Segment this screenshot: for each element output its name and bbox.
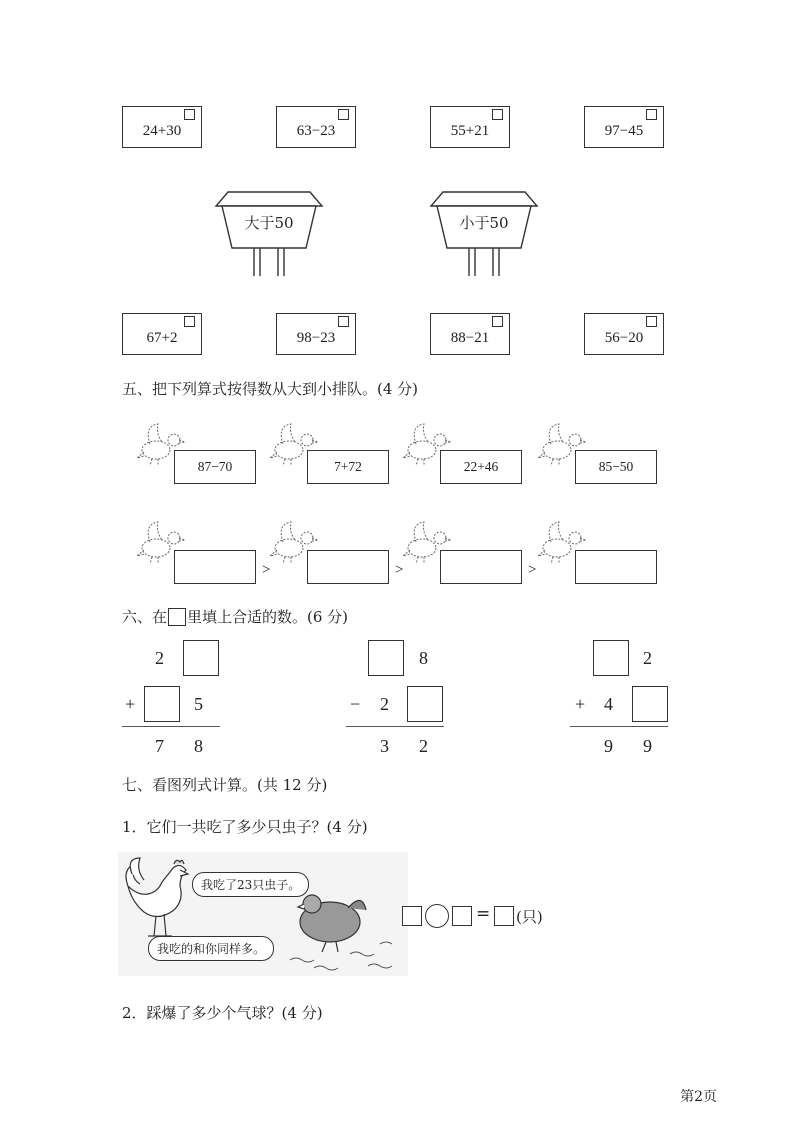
top-ones-digit: 8: [419, 648, 428, 668]
mailbox-label: 大于50: [244, 214, 294, 232]
mailbox-label: 小于50: [459, 214, 509, 232]
result-tens: 7: [155, 736, 164, 756]
expression-text: 22+46: [463, 459, 499, 474]
section-5-title: 五、把下列算式按得数从大到小排队。(4 分): [122, 380, 419, 398]
chicken-illustration: [118, 852, 408, 976]
top-ones-digit: 2: [643, 648, 652, 668]
equation-number-box[interactable]: [452, 906, 472, 926]
answer-checkbox[interactable]: [492, 109, 503, 120]
equation-number-box[interactable]: [402, 906, 422, 926]
bottom-tens-digit: 4: [604, 694, 613, 714]
answer-checkbox[interactable]: [338, 109, 349, 120]
card-expression: 63−23: [296, 123, 336, 139]
operator: +: [125, 694, 136, 714]
bottom-ones-digit: 5: [194, 694, 203, 714]
section-6-title: [122, 606, 348, 627]
letter-card: [276, 313, 356, 355]
card-expression: 24+30: [142, 123, 182, 139]
fill-in-box[interactable]: [144, 686, 180, 722]
top-tens-digit: 2: [155, 648, 164, 668]
result-tens: 9: [604, 736, 613, 756]
result-tens: 3: [380, 736, 389, 756]
result-ones: 9: [643, 736, 652, 756]
card-expression: 55+21: [450, 123, 490, 139]
result-ones: 2: [419, 736, 428, 756]
card-expression: 56−20: [604, 330, 644, 346]
answer-checkbox[interactable]: [646, 316, 657, 327]
order-answer-box[interactable]: [174, 550, 256, 584]
greater-than-sign: >: [528, 562, 537, 578]
fill-in-box[interactable]: [183, 640, 219, 676]
page-number: 第2页: [680, 1089, 717, 1105]
card-expression: 98−23: [296, 330, 336, 346]
order-answer-box[interactable]: [575, 550, 657, 584]
operator-circle[interactable]: [425, 904, 449, 928]
answer-checkbox[interactable]: [492, 316, 503, 327]
sum-line: [570, 726, 668, 727]
expression-text: 7+72: [334, 459, 362, 474]
letter-card: [122, 313, 202, 355]
difference-line: [346, 726, 444, 727]
letter-card: [430, 313, 510, 355]
answer-checkbox[interactable]: [184, 316, 195, 327]
operator: −: [350, 694, 361, 714]
card-expression: 97−45: [604, 123, 644, 139]
letter-card: [430, 106, 510, 148]
card-expression: 67+2: [146, 330, 178, 346]
answer-checkbox[interactable]: [184, 109, 195, 120]
inline-blank-box: [168, 608, 186, 626]
letter-card: [276, 106, 356, 148]
sum-line: [122, 726, 220, 727]
hen-speech-bubble: 我吃的和你同样多。: [148, 936, 274, 961]
fill-in-box[interactable]: [407, 686, 443, 722]
fill-in-box[interactable]: [368, 640, 404, 676]
bottom-tens-digit: 2: [380, 694, 389, 714]
question-1: 1．它们一共吃了多少只虫子？(4 分): [122, 818, 368, 836]
greater-than-sign: >: [262, 562, 271, 578]
section-6-title-pre: 六、在: [122, 608, 168, 626]
answer-checkbox[interactable]: [646, 109, 657, 120]
fill-in-box[interactable]: [632, 686, 668, 722]
rooster-speech-bubble: 我吃了23只虫子。: [192, 872, 309, 897]
question-2: 2．踩爆了多少个气球？(4 分): [122, 1004, 323, 1022]
equation-result-box[interactable]: [494, 906, 514, 926]
section-7-title: 七、看图列式计算。(共 12 分): [122, 776, 328, 794]
answer-checkbox[interactable]: [338, 316, 349, 327]
operator: +: [575, 694, 586, 714]
expression-box: [440, 450, 522, 484]
expression-box: [575, 450, 657, 484]
expression-text: 85−50: [598, 459, 634, 474]
mailbox-less-than-50: [429, 190, 539, 280]
section-6-title-post: 里填上合适的数。(6 分): [187, 608, 349, 626]
expression-text: 87−70: [197, 459, 233, 474]
greater-than-sign: >: [395, 562, 404, 578]
card-expression: 88−21: [450, 330, 490, 346]
letter-card: [122, 106, 202, 148]
unit-label: (只): [516, 908, 543, 926]
mailbox-icon: [214, 190, 324, 280]
letter-card: [584, 313, 664, 355]
mailbox-icon: [429, 190, 539, 280]
fill-in-box[interactable]: [593, 640, 629, 676]
order-answer-box[interactable]: [307, 550, 389, 584]
letter-card: [584, 106, 664, 148]
expression-box: [174, 450, 256, 484]
order-answer-box[interactable]: [440, 550, 522, 584]
equals-sign: =: [476, 904, 491, 924]
result-ones: 8: [194, 736, 203, 756]
mailbox-greater-than-50: [214, 190, 324, 280]
expression-box: [307, 450, 389, 484]
